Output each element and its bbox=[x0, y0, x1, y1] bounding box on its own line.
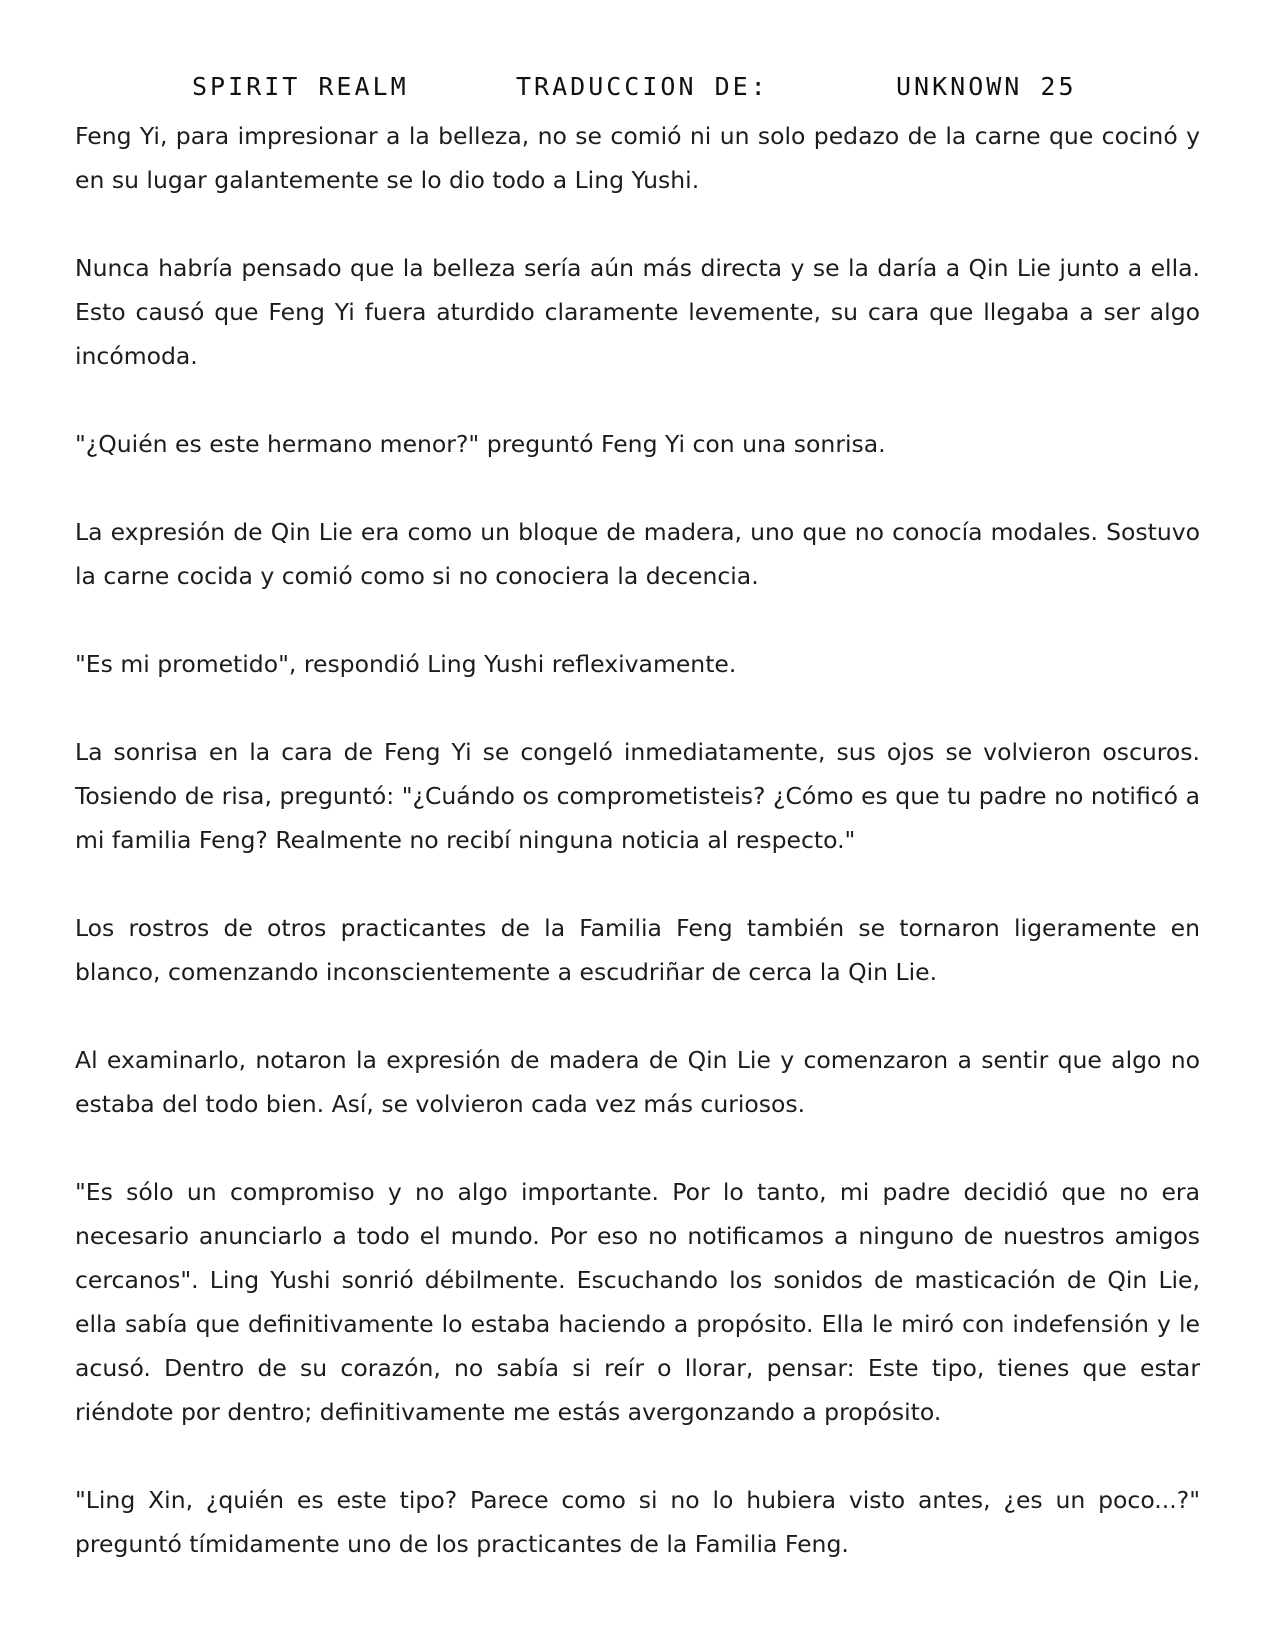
page-header bbox=[0, 72, 1275, 112]
header-translator: UNKNOWN 25 bbox=[896, 72, 1077, 101]
paragraph: "Es mi prometido", respondió Ling Yushi reflexivamente. bbox=[75, 650, 737, 678]
paragraph: "¿Quién es este hermano menor?" preguntó Feng Yi con una sonrisa. bbox=[75, 430, 886, 458]
paragraph: Al examinarlo, notaron la expresión de madera de Qin Lie y comenzaron a sentir que algo no estaba del todo bien. Así, se volvieron cada vez más curiosos. bbox=[75, 1046, 1200, 1118]
document-body bbox=[75, 114, 1200, 1610]
paragraph: "Es sólo un compromiso y no algo importante. Por lo tanto, mi padre decidió que no era necesario anunciarlo a todo el mundo. Por eso no notificamos a ninguno de nuestros amigos cercanos". Ling Yushi sonrió débilmente. Escuchando los sonidos de masticación de Qin Lie, ella sabía que definitivamente lo estaba haciendo a propósito. Ella le miró con indefensión y le acusó. Dentro de su corazón, no sabía si reír o llorar, pensar: Este tipo, tienes que estar riéndote por dentro; definitivamente me estás avergonzando a propósito. bbox=[75, 1178, 1200, 1426]
paragraph: Feng Yi, para impresionar a la belleza, no se comió ni un solo pedazo de la carne que cocinó y en su lugar galantemente se lo dio todo a Ling Yushi. bbox=[75, 122, 1200, 194]
header-translation-label: TRADUCCION DE: bbox=[516, 72, 769, 101]
paragraph: La expresión de Qin Lie era como un bloque de madera, uno que no conocía modales. Sostuvo la carne cocida y comió como si no conociera la decencia. bbox=[75, 518, 1200, 590]
paragraph: "Ling Xin, ¿quién es este tipo? Parece como si no lo hubiera visto antes, ¿es un poco...?" preguntó tímidamente uno de los practicantes de la Familia Feng. bbox=[75, 1486, 1200, 1558]
paragraph: Nunca habría pensado que la belleza sería aún más directa y se la daría a Qin Lie junto a ella. Esto causó que Feng Yi fuera aturdido claramente levemente, su cara que llegaba a ser algo incómoda. bbox=[75, 254, 1200, 370]
paragraph: La sonrisa en la cara de Feng Yi se congeló inmediatamente, sus ojos se volvieron oscuros. Tosiendo de risa, preguntó: "¿Cuándo os comprometisteis? ¿Cómo es que tu padre no notificó a mi familia Feng? Realmente no recibí ninguna noticia al respecto." bbox=[75, 738, 1200, 854]
header-title: SPIRIT REALM bbox=[192, 72, 409, 101]
paragraph: Los rostros de otros practicantes de la Familia Feng también se tornaron ligeramente en blanco, comenzando inconscientemente a escudriñar de cerca la Qin Lie. bbox=[75, 914, 1200, 986]
